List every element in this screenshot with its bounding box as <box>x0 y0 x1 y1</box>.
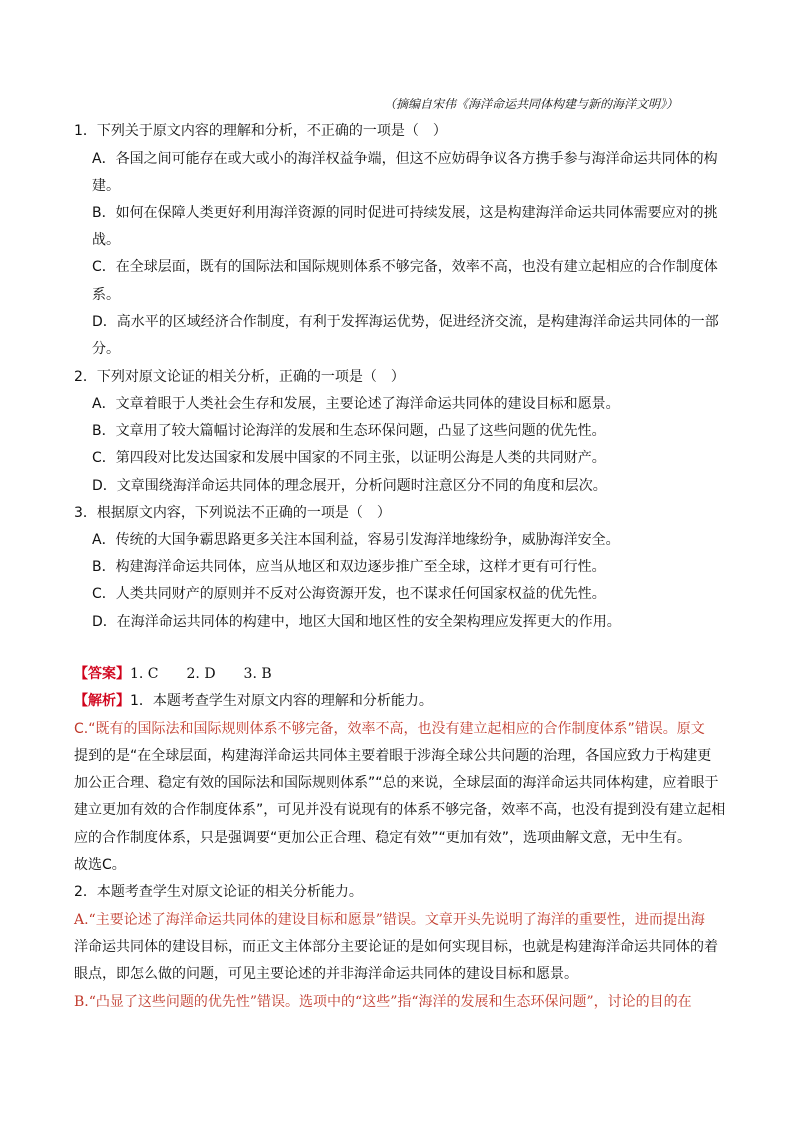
q2-option-b: B．文章用了较大篇幅讨论海洋的发展和生态环保问题，凸显了这些问题的优先性。 <box>92 423 606 439</box>
q1-option-c-cont: 系。 <box>92 287 120 303</box>
q2-option-c: C．第四段对比发达国家和发展中国家的不同主张，以证明公海是人类的共同财产。 <box>92 450 606 466</box>
q1-option-d-cont: 分。 <box>92 341 120 357</box>
analysis-c-line-3: 加公正合理、稳定有效的国际法和国际规则体系”“总的来说，全球层面的海洋命运共同体构建，应着眼于 <box>74 775 719 791</box>
analysis-c-line-1: C.“既有的国际法和国际规则体系不够完备，效率不高，也没有建立起相应的合作制度体系”错误。原文 <box>74 721 705 737</box>
q3-option-d: D．在海洋命运共同体的构建中，地区大国和地区性的安全架构理应发挥更大的作用。 <box>92 614 621 630</box>
q3-option-c: C．人类共同财产的原则并不反对公海资源开发，也不谋求任何国家权益的优先性。 <box>92 586 606 602</box>
q2-option-d: D．文章围绕海洋命运共同体的理念展开，分析问题时注意区分不同的角度和层次。 <box>92 478 607 494</box>
analysis-choose: 故选C。 <box>74 857 126 873</box>
analysis-line <box>74 691 433 711</box>
analysis-c-line-5: 应的合作制度体系，只是强调要“更加公正合理、稳定有效”“更加有效”，选项曲解文意，无中生有。 <box>74 830 692 846</box>
analysis-a-line-2: 洋命运共同体的建设目标，而正文主体部分主要论证的是如何实现目标，也就是构建海洋命运共同体的着 <box>74 939 718 955</box>
q1-option-a: A．各国之间可能存在或大或小的海洋权益争端，但这不应妨碍争议各方携手参与海洋命运共同体的构 <box>92 151 718 167</box>
q3-option-a: A．传统的大国争霸思路更多关注本国利益，容易引发海洋地缘纷争，威胁海洋安全。 <box>92 532 620 548</box>
q2-option-a: A．文章着眼于人类社会生存和发展，主要论述了海洋命运共同体的建设目标和愿景。 <box>92 396 620 412</box>
question-1-stem: 1．下列关于原文内容的理解和分析，不正确的一项是（ ） <box>74 123 447 139</box>
q1-option-b: B．如何在保障人类更好利用海洋资源的同时促进可持续发展，这是构建海洋命运共同体需要应对的挑 <box>92 205 718 221</box>
question-2-stem: 2．下列对原文论证的相关分析，正确的一项是（ ） <box>74 369 405 385</box>
analysis-tag: 【解析】 <box>74 693 130 709</box>
analysis-c-line-2: 提到的是“在全球层面，构建海洋命运共同体主要着眼于涉海全球公共问题的治理，各国应致力于构建更 <box>74 748 712 764</box>
q1-option-b-cont: 战。 <box>92 232 120 248</box>
answer-text: 1. C 2. D 3. B <box>130 666 272 682</box>
analysis-intro-2: 2．本题考查学生对原文论证的相关分析能力。 <box>74 884 363 900</box>
answer-tag: 【答案】 <box>74 666 130 682</box>
analysis-b-line-1: B.“凸显了这些问题的优先性”错误。选项中的“这些”指“海洋的发展和生态环保问题”，讨论的目的在 <box>74 994 692 1010</box>
q1-option-c: C．在全球层面，既有的国际法和国际规则体系不够完备，效率不高，也没有建立起相应的合作制度体 <box>92 259 718 275</box>
q3-option-b: B．构建海洋命运共同体，应当从地区和双边逐步推广至全球，这样才更有可行性。 <box>92 559 606 575</box>
question-3-stem: 3．根据原文内容，下列说法不正确的一项是（ ） <box>74 505 391 521</box>
analysis-a-line-3: 眼点，即怎么做的问题，可见主要论述的并非海洋命运共同体的建设目标和愿景。 <box>74 966 578 982</box>
source-citation: （摘编自宋伟《海洋命运共同体构建与新的海洋文明》） <box>384 97 679 111</box>
analysis-intro-1: 1．本题考查学生对原文内容的理解和分析能力。 <box>130 693 433 709</box>
answer-line <box>74 664 272 684</box>
q1-option-d: D．高水平的区域经济合作制度，有利于发挥海运优势，促进经济交流，是构建海洋命运共同体的一部 <box>92 314 719 330</box>
q1-option-a-cont: 建。 <box>92 178 120 194</box>
analysis-a-line-1: A.“主要论述了海洋命运共同体的建设目标和愿景”错误。文章开头先说明了海洋的重要性，进而提出海 <box>74 912 705 928</box>
analysis-c-line-4: 建立更加有效的合作制度体系”，可见并没有说现有的体系不够完备，效率不高，也没有提到没有建立起相 <box>74 802 726 818</box>
